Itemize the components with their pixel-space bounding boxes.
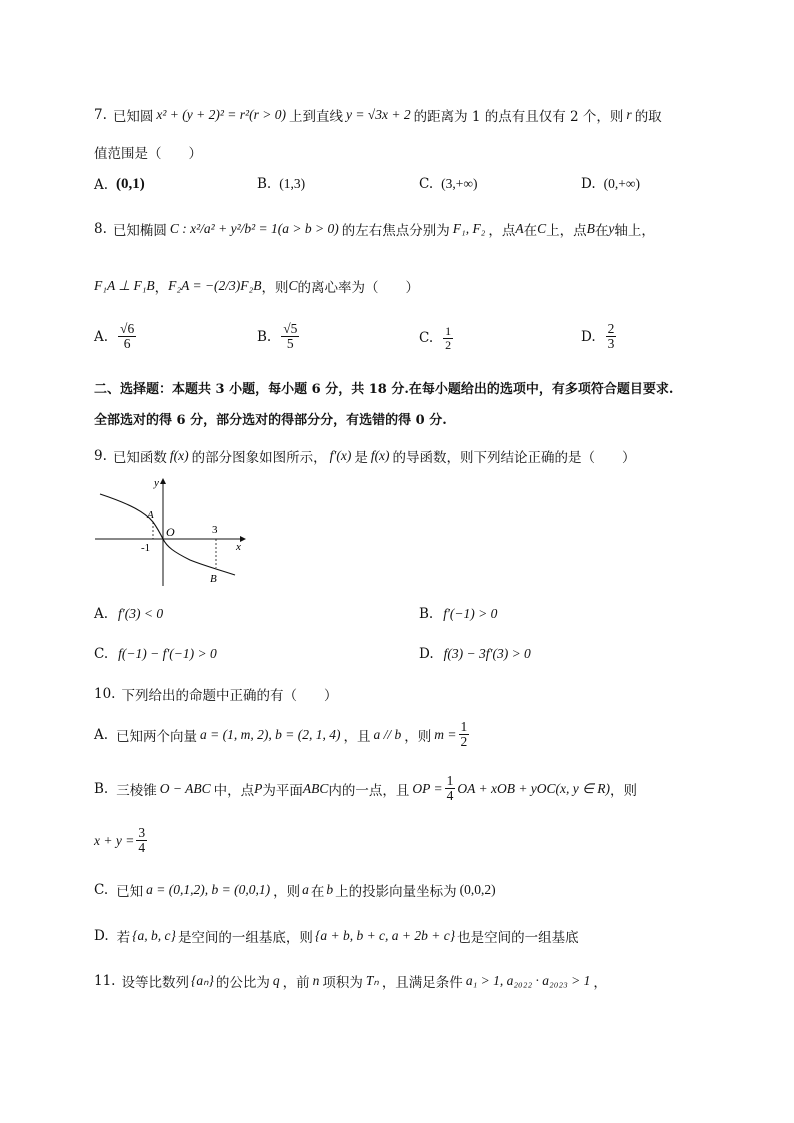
fraction-denominator: 6 xyxy=(123,336,131,352)
fraction-denominator: 2 xyxy=(445,337,452,352)
fraction-denominator: 5 xyxy=(286,336,294,352)
option-label: C. xyxy=(94,882,109,898)
option-value: (0,1) xyxy=(116,176,145,192)
q8-condition-1: F₁A ⊥ F₁B xyxy=(94,278,155,293)
q8-text-f: 在 xyxy=(594,223,609,239)
q10-stem xyxy=(94,684,337,704)
option-value: f(−1) − f′(−1) > 0 xyxy=(118,646,217,661)
q8-foci: F₁, F₂ xyxy=(452,221,486,236)
q8-text-e: 上，点 xyxy=(546,223,587,239)
option-label: A. xyxy=(94,328,109,345)
q11-text-d: 项积为 xyxy=(322,975,363,991)
q9-fx: f(x) xyxy=(169,448,189,463)
q11-n: n xyxy=(312,973,320,988)
x-axis-arrow xyxy=(240,536,246,542)
option-label: B. xyxy=(94,780,109,797)
q9-function-graph xyxy=(90,474,250,590)
option-value: (3,+∞) xyxy=(441,176,478,191)
q8-option-b xyxy=(257,322,301,351)
option-d-text-1: 若 xyxy=(116,930,131,946)
option-fraction xyxy=(281,322,299,351)
option-c-result: (0,0,2) xyxy=(459,882,496,897)
option-a-result-fraction xyxy=(459,720,470,749)
fraction-denominator: 4 xyxy=(138,840,146,856)
option-c-text-3: 在 xyxy=(310,884,325,900)
option-c-vector-a: a xyxy=(302,882,309,897)
q9-text-d: 的导函数，则下列结论正确的是（ ） xyxy=(392,450,636,466)
option-d-basis-2: {a + b, b + c, a + 2b + c} xyxy=(314,928,456,943)
q7-text-b: 上到直线 xyxy=(288,109,343,125)
option-b-plane: ABC xyxy=(302,780,329,796)
option-label: D. xyxy=(94,928,109,944)
option-b-text-1: 三棱锥 xyxy=(116,782,157,799)
q11-text-f: ， xyxy=(593,975,607,991)
q8-point-a: A xyxy=(515,221,524,236)
option-label: A. xyxy=(94,606,109,622)
option-a-text-2: ，且 xyxy=(343,728,371,745)
q7-option-c xyxy=(419,176,478,192)
fraction-numerator: 1 xyxy=(460,719,468,734)
fraction-numerator: 1 xyxy=(445,324,452,338)
q10-option-c xyxy=(94,880,496,900)
q10-option-a xyxy=(94,720,471,749)
q8-text-d: 在 xyxy=(523,223,538,239)
q11-text-c: ，前 xyxy=(282,975,310,991)
q8-ellipse-equation: C : x²/a² + y²/b² = 1(a > b > 0) xyxy=(169,221,339,236)
q9-option-a xyxy=(94,606,163,622)
option-b-text-2: 中，点 xyxy=(213,782,255,799)
option-a-result-lhs: m = xyxy=(434,726,457,742)
fraction-numerator: 2 xyxy=(607,321,615,336)
section-2-line2: 全部选对的得 6 分，部分选对的得部分分，有选错的得 0 分. xyxy=(94,413,447,428)
q8-line2 xyxy=(94,276,419,296)
q7-text-c: 的距离为 1 的点有且仅有 2 个，则 xyxy=(413,109,624,125)
q8-text-c: ，点 xyxy=(488,223,516,239)
option-value: f′(−1) > 0 xyxy=(443,606,498,621)
option-a-parallel: a // b xyxy=(373,726,402,742)
q10-option-b xyxy=(94,774,637,803)
option-label: D. xyxy=(581,328,596,345)
option-b-text-3: 为平面 xyxy=(262,782,303,799)
point-b-label: B xyxy=(210,573,217,585)
fraction-numerator: √6 xyxy=(120,321,135,336)
fraction-denominator: 3 xyxy=(607,336,615,352)
option-label: A. xyxy=(94,726,109,743)
option-value: f(3) − 3f′(3) > 0 xyxy=(443,646,531,661)
option-c-text-1: 已知 xyxy=(116,884,144,900)
y-axis-label: y xyxy=(154,477,159,489)
fraction-numerator: 3 xyxy=(138,825,146,840)
q9-text-c: 是 xyxy=(354,450,368,466)
q8-condition-2: F₂A = −(2/3)F₂B xyxy=(168,278,262,293)
q8-option-c xyxy=(419,325,455,351)
option-fraction xyxy=(606,322,617,351)
q7-line-equation: y = √3x + 2 xyxy=(345,107,411,122)
q9-option-b xyxy=(419,606,497,622)
x-axis-label: x xyxy=(236,541,241,553)
q7-number: 7. xyxy=(94,107,107,123)
option-d-text-2: 是空间的一组基底，则 xyxy=(177,930,313,946)
q9-option-d xyxy=(419,646,531,662)
fraction-denominator: 4 xyxy=(446,788,454,804)
q8-text-b: 的左右焦点分别为 xyxy=(341,223,450,239)
q11-ratio-q: q xyxy=(272,973,280,988)
option-label: D. xyxy=(419,646,434,662)
q10-option-b-result xyxy=(94,826,149,855)
option-b-eq-rhs: OA + xOB + yOC(x, y ∈ R) xyxy=(457,780,611,796)
q8-curve-c: C xyxy=(537,221,547,236)
q11-sequence: {aₙ} xyxy=(190,973,214,988)
option-d-basis-1: {a, b, c} xyxy=(132,928,176,943)
q8-number: 8. xyxy=(94,221,107,237)
point-a-label: A xyxy=(147,509,154,521)
option-c-text-2: ，则 xyxy=(273,884,301,900)
q11-tn: Tₙ xyxy=(365,973,379,988)
option-d-text-3: 也是空间的一组基底 xyxy=(457,930,579,946)
option-c-vector-b: b xyxy=(326,882,334,897)
q9-stem xyxy=(94,446,636,466)
option-a-text-1: 已知两个向量 xyxy=(116,728,198,745)
q9-text-a: 已知函数 xyxy=(112,450,167,466)
q7-text-d: 的取 xyxy=(634,109,662,125)
q11-text-e: ，且满足条件 xyxy=(381,975,463,991)
q8-option-d xyxy=(581,322,618,351)
option-b-eq-lhs: OP = xyxy=(412,780,443,796)
tick-label-neg1: -1 xyxy=(141,542,151,554)
q7-var-r: r xyxy=(626,107,632,122)
q7-circle-equation: x² + (y + 2)² = r²(r > 0) xyxy=(156,107,286,122)
option-fraction xyxy=(443,325,453,351)
q8-line1 xyxy=(94,219,655,239)
option-b-result-fraction xyxy=(136,826,147,855)
q8-text-a: 已知椭圆 xyxy=(112,223,167,239)
option-label: C. xyxy=(94,646,109,662)
q10-stem-text: 下列给出的命题中正确的有（ ） xyxy=(121,688,338,704)
q8-text-h: ，则 xyxy=(261,280,289,296)
q11-text-b: 的公比为 xyxy=(215,975,270,991)
tick-label-3: 3 xyxy=(212,524,218,536)
q7-line2: 值范围是（ ） xyxy=(94,146,202,162)
q10-option-d xyxy=(94,926,579,946)
option-c-vectors: a = (0,1,2), b = (0,0,1) xyxy=(146,882,271,897)
q11-stem xyxy=(94,971,607,991)
option-b-point-p: P xyxy=(254,780,263,796)
q11-text-a: 设等比数列 xyxy=(121,975,189,991)
q9-number: 9. xyxy=(94,448,107,464)
option-c-text-4: 上的投影向量坐标为 xyxy=(335,884,457,900)
option-label: B. xyxy=(257,176,272,192)
option-label: C. xyxy=(419,330,434,347)
option-b-tetrahedron: O − ABC xyxy=(159,780,211,796)
option-value: (1,3) xyxy=(279,176,306,191)
q9-option-c xyxy=(94,646,217,662)
q9-text-b: 的部分图象如图所示， xyxy=(191,450,327,466)
fraction-numerator: √5 xyxy=(283,321,298,336)
q10-number: 10. xyxy=(94,686,116,702)
q8-axis-y: y xyxy=(608,221,615,236)
q7-option-a xyxy=(94,176,145,193)
q8-text-i: 的离心率为（ ） xyxy=(297,280,419,296)
q7-line1 xyxy=(94,105,662,125)
option-a-vectors: a = (1, m, 2), b = (2, 1, 4) xyxy=(200,726,341,742)
q8-curve-c-2: C xyxy=(288,278,298,293)
q9-fx-2: f(x) xyxy=(370,448,390,463)
option-b-text-5: ，则 xyxy=(610,782,638,799)
option-label: C. xyxy=(419,176,434,192)
fraction-numerator: 1 xyxy=(446,773,454,788)
option-value: (0,+∞) xyxy=(603,176,640,191)
q7-option-b xyxy=(257,176,305,192)
option-label: B. xyxy=(419,606,434,622)
q7-option-d xyxy=(581,176,640,192)
origin-label: O xyxy=(166,525,175,539)
option-label: B. xyxy=(257,328,272,345)
option-value: f′(3) < 0 xyxy=(118,606,164,621)
q11-number: 11. xyxy=(94,973,116,989)
option-b-eq-fraction xyxy=(445,774,456,803)
option-a-text-3: ，则 xyxy=(404,728,432,745)
section-2-line1: 二、选择题：本题共 3 小题，每小题 6 分，共 18 分.在每小题给出的选项中，有多项符合题目要求. xyxy=(94,382,674,397)
q11-condition: a₁ > 1, a₂₀₂₂ · a₂₀₂₃ > 1 xyxy=(465,973,591,988)
option-label: D. xyxy=(581,176,596,192)
q7-text-a: 已知圆 xyxy=(112,109,154,125)
q8-text-g: 轴上， xyxy=(614,223,655,239)
option-label: A. xyxy=(94,176,109,193)
option-b-result-lhs: x + y = xyxy=(94,832,135,848)
q8-point-b: B xyxy=(586,221,595,236)
y-axis-arrow xyxy=(160,478,166,484)
q8-separator: ， xyxy=(154,280,169,296)
q9-fpx: f′(x) xyxy=(329,448,352,463)
option-fraction xyxy=(118,322,136,351)
q8-option-a xyxy=(94,322,138,351)
option-b-text-4: 内的一点，且 xyxy=(328,782,410,799)
fraction-denominator: 2 xyxy=(460,734,468,750)
